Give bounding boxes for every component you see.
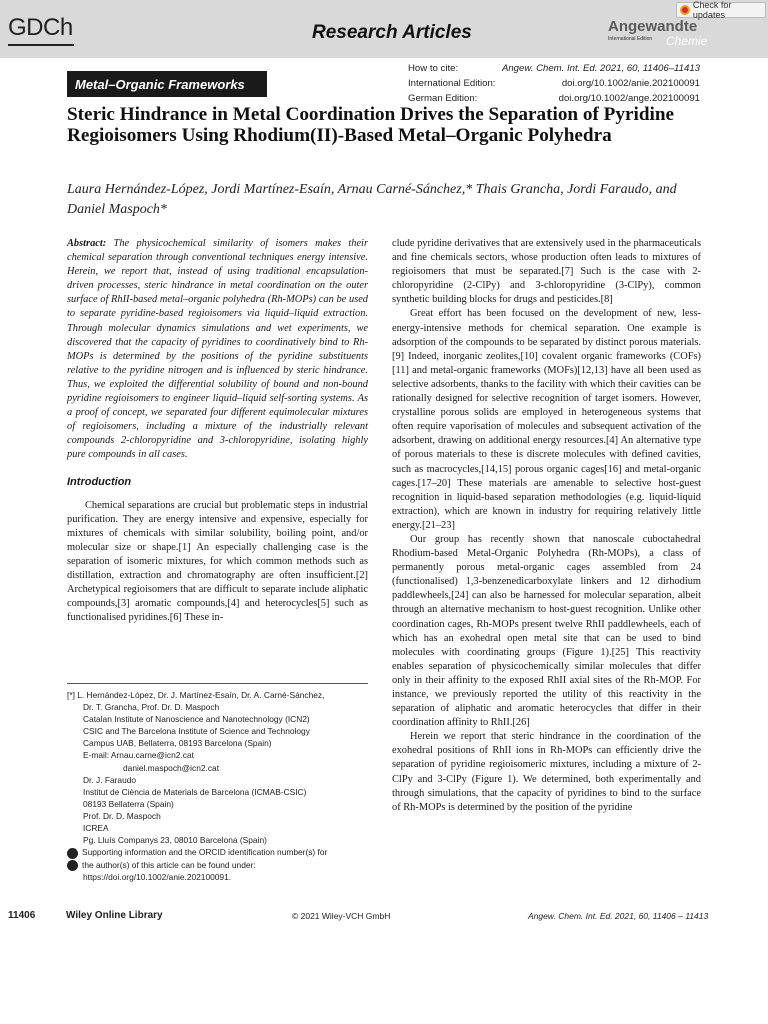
supporting-info-icon <box>67 848 78 859</box>
introduction-heading: Introduction <box>67 475 132 488</box>
topic-tag: Metal–Organic Frameworks <box>67 71 267 97</box>
gdch-logo: GDCh <box>8 14 73 42</box>
citation-block <box>408 61 700 106</box>
body-paragraph: clude pyridine derivatives that are extensively used in the pharmaceuticals and fine chemicals sectors, whose production often leads to mixtures of regioisomers that must be separated.[7] Such is the case with 2-chloropyridine (2-ClPy) and 3-chloropyridine (3-ClPy), common synthetic building blocks for drugs and pesticides.[8] <box>392 238 702 306</box>
cite-row: How to cite: Angew. Chem. Int. Ed. 2021, 60, 11406–11413 <box>408 63 700 74</box>
body-paragraph: Great effort has been focused on the development of new, less-energy-intensive methods for chemical separation. One example is adsorption of the compounds to be separated by distinct porous materials.[9] Indeed, inorganic zeolites,[10] covalent organic frameworks (COFs)[11] and metal-organic frameworks (MOFs)[12,13] have all been used as selective adsorbents, thanks to the facility with which their cavities can be rationally designed for selective recognition of target isomers. However, crystalline porous solids are employed in heterogeneous systems that often require vaporisation of molecules and subsequent activation of the adsorbent, drawing on additional energy resources.[4] An alternative type of porous materials to these is discrete molecules with defined cavities, such as macrocycles,[14,15] porous organic cages[16] and metal-organic cages.[17–20] These materials are amenable to selective host-guest recognition in liquid-based separation methodologies (e.g. liquid-liquid extraction), which are known in industry for requiring relatively little energy.[21–23] <box>392 308 701 531</box>
check-for-updates-button[interactable]: Check for updates <box>676 2 766 18</box>
page-footer <box>0 908 768 924</box>
page-number: 11406 <box>8 910 36 921</box>
article-title: Steric Hindrance in Metal Coordination Drives the Separation of Pyridine Regioisomers Using Rhodium(II)-Based Metal–Organic Polyhedra <box>67 104 675 146</box>
body-paragraph: Our group has recently shown that nanoscale cuboctahedral Rhodium-based Metal-Organic Polyhedra (Rh-MOPs), a class of permanently porous metal-organic cages assembled from 24 (functionalised) 1,3-benzenedicarboxylate linkers and 12 dirhodium paddlewheels,[24] can also be harnessed for molecular separation, albeit through an alternative mechanism to host-guest recognition. Unlike other coordination cages, Rh-MOPs present twelve RhII paddlewheels, each of which has an exohedral open metal site that can be used to bind molecules with coordinating groups (Figure 1).[25] This reactivity enables separation of physicochemically similar molecules that differ only in their affinity to the exposed RhII axial sites of the Rh-MOP. For instance, we previously reported the utility of this reactivity in the separation of aliphatic and aromatic heterocycles that differ in their coordination affinity to RhII.[26] <box>392 533 701 729</box>
cite-row[interactable]: German Edition: doi.org/10.1002/ange.202100091 <box>408 93 700 104</box>
copyright: © 2021 Wiley-VCH GmbH <box>292 911 391 921</box>
section-heading: Research Articles <box>312 22 472 43</box>
doi-link[interactable]: https://doi.org/10.1002/anie.202100091. <box>83 871 232 882</box>
body-paragraph: Chemical separations are crucial but problematic steps in industrial purification. They are energy intensive and expensive, especially for mixtures of chemicals with similar solubility, boiling point, and/or molecular size or shape.[1] An especially challenging case is the separation of isomeric mixtures, for which common methods such as distillation, extraction and chromatography are often insufficient.[2] Archetypical regioisomers that are difficult to separate include aliphatic compounds,[3] aromatic compounds,[4] and heterocycles[5] such as functionalised pyridines.[6] These in- <box>67 499 368 624</box>
email-link[interactable]: E-mail: Arnau.carne@icn2.cat <box>83 750 194 761</box>
abstract: Abstract: The physicochemical similarity of isomers makes their chemical separation through conventional techniques energy intensive. Herein, we report that, instead of using traditional encapsulation-driven processes, steric hindrance in metal coordination on the outer surface of RhII-based metal–organic polyhedra (Rh-MOPs) can be used to separate pyridine-based regioisomers via liquid–liquid extraction. Through molecular dynamics simulations and wet experiments, we discovered that the capacity of pyridines to coordinatively bind to Rh-MOPs is determined by the positions of the pyridine substituents relative to the pyridine nitrogen and is influenced by steric hindrance. Thus, we exploited the differential solubility of bound and non-bound pyridine regioisomers to engineer liquid–liquid self-sorting systems. As a proof of concept, we separated four different equimolecular mixtures of regioisomers, including a mixture of the industrially relevant compounds 2-chloropyridine and 3-chloropyridine, isolating highly pure compounds in all cases. <box>67 238 368 461</box>
left-column <box>67 237 368 625</box>
crossmark-icon <box>680 5 690 15</box>
journal-logo: Angewandte International Edition Chemie <box>608 18 708 48</box>
author-list: Laura Hernández-López, Jordi Martínez-Esaín, Arnau Carné-Sánchez,* Thais Grancha, Jordi Faraudo, and Daniel Maspoch* <box>67 182 677 217</box>
right-column <box>392 237 701 815</box>
wiley-online-library-logo: Wiley Online Library <box>66 910 163 921</box>
email-link[interactable]: daniel.maspoch@icn2.cat <box>123 762 220 773</box>
journal-reference: Angew. Chem. Int. Ed. 2021, 60, 11406 – 11413 <box>528 911 709 921</box>
footnote-divider <box>67 683 368 684</box>
cite-row[interactable]: International Edition: doi.org/10.1002/anie.202100091 <box>408 78 700 89</box>
body-paragraph: Herein we report that steric hindrance in the coordination of the exohedral positions of RhII ions in Rh-MOPs can efficiently drive the separation of pyridine regioisomeric mixtures, including a mixture of 2-ClPy and 3-ClPy (Figure 1). We determined, both experimentally and through simulations, that the capacity of pyridines to bind to the surface of Rh-MOPs is determined by the position of the pyridine <box>392 731 701 813</box>
orcid-icon <box>67 860 78 871</box>
author-affiliations: [*] L. Hernández-López, Dr. J. Martínez-Esaín, Dr. A. Carné-Sánchez, Dr. T. Grancha, Prof. Dr. D. Maspoch Catalan Institute of Nanoscience and Nanotechnology (ICN2) CSIC and The Barcelona Institute of Science and Technology Campus UAB, Bellaterra, 08193 Barcelona (Spain) E-mail: Arnau.carne@icn2.cat daniel.maspoch@icn2.cat Dr. J. Faraudo Institut de Ciència de Materials de Barcelona (ICMAB-CSIC) 08193 Bellaterra (Spain) Prof. Dr. D. Maspoch ICREA Pg. Lluís Companys 23, 08010 Barcelona (Spain) Supporting information and the ORCID identification number(s) for the author(s) of this article can be found under: https://doi.org/10.1002/anie.202100091. <box>67 689 368 883</box>
